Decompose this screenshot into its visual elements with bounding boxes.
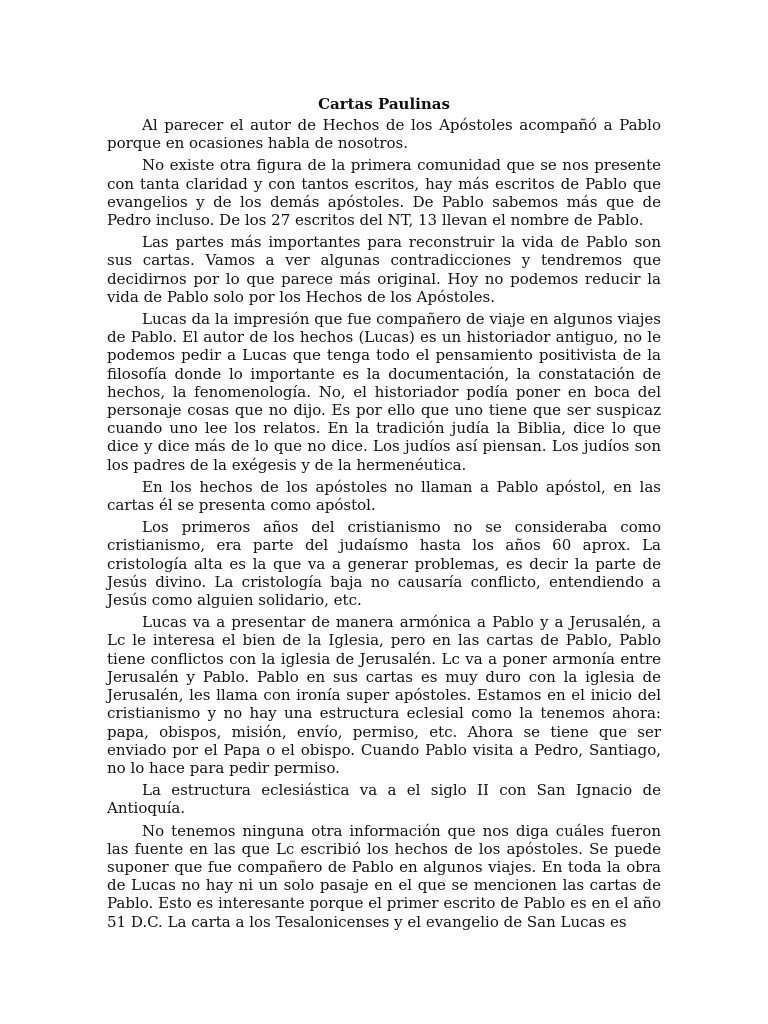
paragraph-6: Los primeros años del cristianismo no se consideraba como cristianismo, era parte del judaísmo hasta los años 60 aprox. La cristología alta es la que va a generar problemas, es decir la parte de Jesús divino. La cristología baja no causaría conflicto, entendiendo a Jesús como alguien solidario, etc. bbox=[107, 518, 661, 610]
document-title: Cartas Paulinas bbox=[318, 95, 450, 113]
paragraph-2: No existe otra figura de la primera comunidad que se nos presente con tanta claridad y con tantos escritos, hay más escritos de Pablo que evangelios y de los demás apóstoles. De Pablo sabemos más que de Pedro incluso. De los 27 escritos del NT, 13 llevan el nombre de Pablo. bbox=[107, 156, 661, 230]
paragraph-9: No tenemos ninguna otra información que nos diga cuáles fueron las fuente en las que Lc escribió los hechos de los apóstoles. Se puede suponer que fue compañero de Pablo en algunos viajes. En toda la obra de Lucas no hay ni un solo pasaje en el que se mencionen las cartas de Pablo. Esto es interesante porque el primer escrito de Pablo es en el año 51 D.C. La carta a los Tesalonicenses y el evangelio de San Lucas es bbox=[107, 821, 661, 931]
document-page bbox=[107, 94, 661, 935]
paragraph-1: Al parecer el autor de Hechos de los Apóstoles acompañó a Pablo porque en ocasiones habla de nosotros. bbox=[107, 116, 661, 153]
paragraph-7: Lucas va a presentar de manera armónica a Pablo y a Jerusalén, a Lc le interesa el bien de la Iglesia, pero en las cartas de Pablo, Pablo tiene conflictos con la iglesia de Jerusalén. Lc va a poner armonía entre Jerusalén y Pablo. Pablo en sus cartas es muy duro con la iglesia de Jerusalén, les llama con ironía super apóstoles. Estamos en el inicio del cristianismo y no hay una estructura eclesial como la tenemos ahora: papa, obispos, misión, envío, permiso, etc. Ahora se tiene que ser enviado por el Papa o el obispo. Cuando Pablo visita a Pedro, Santiago, no lo hace para pedir permiso. bbox=[107, 613, 661, 777]
paragraph-8: La estructura eclesiástica va a el siglo II con San Ignacio de Antioquía. bbox=[107, 781, 661, 818]
paragraph-5: En los hechos de los apóstoles no llaman a Pablo apóstol, en las cartas él se presenta como apóstol. bbox=[107, 477, 661, 515]
paragraph-4: Lucas da la impresión que fue compañero de viaje en algunos viajes de Pablo. El autor de los hechos (Lucas) es un historiador antiguo, no le podemos pedir a Lucas que tenga todo el pensamiento positivista de la filosofía donde lo importante es la documentación, la constatación de hechos, la fenomenología. No, el historiador podía poner en boca del personaje cosas que no dijo. Es por ello que uno tiene que ser suspicaz cuando uno lee los relatos. En la tradición judía la Biblia, dice lo que dice y dice más de lo que no dice. Los judíos así piensan. Los judíos son los padres de la exégesis y de la hermenéutica. bbox=[107, 310, 661, 474]
paragraph-3: Las partes más importantes para reconstruir la vida de Pablo son sus cartas. Vamos a ver algunas contradicciones y tendremos que decidirnos por lo que parece más original. Hoy no podemos reducir la vida de Pablo solo por los Hechos de los Apóstoles. bbox=[107, 233, 661, 306]
